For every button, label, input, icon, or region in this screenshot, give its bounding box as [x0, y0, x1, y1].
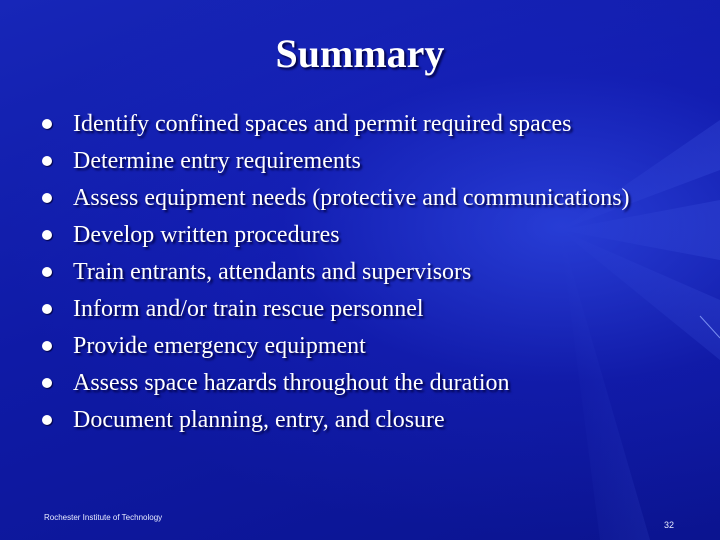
bullet-text: Inform and/or train rescue personnel [73, 296, 424, 322]
bullet-text: Assess space hazards throughout the duration [73, 370, 510, 396]
bullet-item [42, 254, 682, 291]
bullet-item [42, 106, 682, 143]
page-number: 32 [664, 520, 675, 530]
bullet-item [42, 180, 682, 217]
bullet-item [42, 291, 682, 328]
bullet-text: Identify confined spaces and permit required spaces [73, 111, 572, 137]
bullet-list [42, 106, 682, 439]
bullet-item [42, 217, 682, 254]
bullet-point-icon [42, 378, 52, 388]
bullet-text: Determine entry requirements [73, 148, 361, 174]
bullet-point-icon [42, 230, 52, 240]
bullet-point-icon [42, 119, 52, 129]
slide-title: Summary [275, 31, 445, 76]
bullet-point-icon [42, 304, 52, 314]
bullet-point-icon [42, 193, 52, 203]
bullet-point-icon [42, 267, 52, 277]
bullet-item [42, 402, 682, 439]
bullet-item [42, 365, 682, 402]
bullet-point-icon [42, 415, 52, 425]
bullet-point-icon [42, 156, 52, 166]
footer-institution: Rochester Institute of Technology [44, 513, 163, 522]
bullet-item [42, 143, 682, 180]
bullet-point-icon [42, 341, 52, 351]
bullet-item [42, 328, 682, 365]
bullet-text: Train entrants, attendants and supervisors [73, 259, 472, 285]
bullet-text: Provide emergency equipment [73, 333, 366, 359]
bullet-text: Develop written procedures [73, 222, 340, 248]
bullet-text: Assess equipment needs (protective and communications) [73, 185, 630, 211]
bullet-text: Document planning, entry, and closure [73, 407, 445, 433]
